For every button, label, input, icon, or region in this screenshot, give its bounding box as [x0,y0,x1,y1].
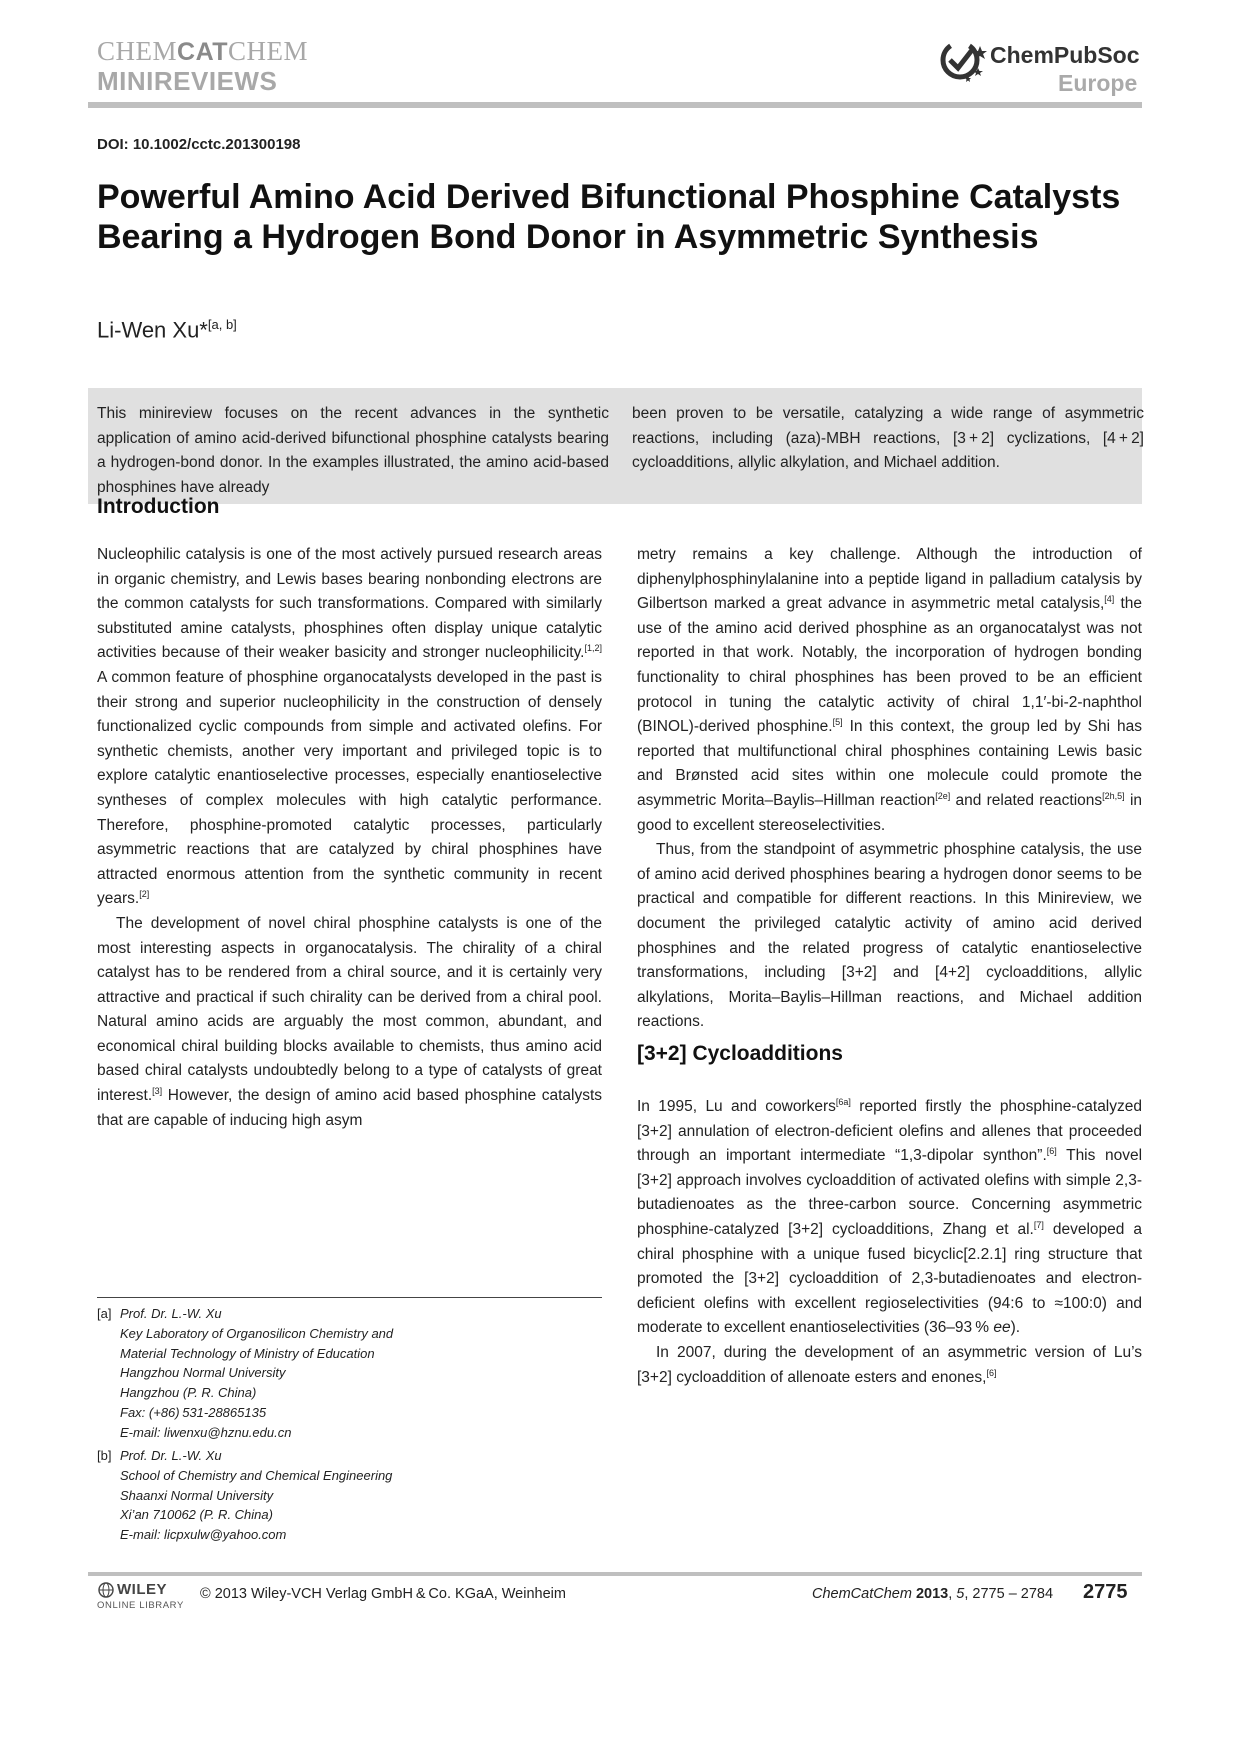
intro-paragraph-2 [97,912,602,1133]
author-name: Li-Wen Xu* [97,317,208,343]
citation-ref: [6] [986,1367,997,1378]
footnote-line: Material Technology of Ministry of Education [120,1345,375,1361]
footnote-line: Shaanxi Normal University [120,1487,274,1503]
intro-paragraph-3 [637,543,1142,838]
footnote-b [97,1446,602,1545]
footnote-line: Prof. Dr. L.-W. Xu [120,1448,222,1463]
journal-name-suffix: CHEM [228,36,309,66]
footnote-rule [97,1297,602,1298]
introduction-heading: Introduction [97,495,220,518]
text-run: the use of the amino acid derived phosphine as an organocatalyst was not reported in that work. Notably, the incorporation of hydrogen bonding functionality to chiral phosphines has been proved to be an efficient protocol in tuning the catalytic activity of chiral 1,1′-bi-2-naphthol (BINOL)-derived phosphine. [637,595,1142,736]
intro-paragraph-4: Thus, from the standpoint of asymmetric phosphine catalysis, the use of amino acid derived phosphines bearing a hydrogen donor seems to be practical and compatible for different reactions. In this Minireview, we document the privileged catalytic activity of amino acid derived phosphines and the related progress of catalytic enantioselective transformations, including [3+2] and [4+2] cycloadditions, allylic alkylations, Morita–Baylis–Hillman reactions, and Michael addition reactions. [637,841,1142,1031]
text-run: metry remains a key challenge. Although the introduction of diphenylphosphinylalanine into a peptide ligand in palladium catalysis by Gilbertson marked a great advance in asymmetric metal catalysis, [637,546,1142,613]
wiley-name: WILEY [117,1581,167,1598]
footnote-email[interactable]: E-mail: liwenxu@hznu.edu.cn [120,1424,292,1440]
cycloadditions-paragraph-1 [637,1095,1142,1341]
text-run: This novel [3+2] approach involves cycloaddition of activated olefins with simple 2,3-butadienoates as the three-carbon source. Concerning asymmetric phosphine-catalyzed [3+2] cycloadditions, Zhang et al. [637,1147,1143,1238]
citation-volume: 5 [956,1586,965,1602]
copyright: © 2013 Wiley-VCH Verlag GmbH & Co. KGaA, Weinheim [200,1586,566,1602]
journal-name [97,36,308,67]
publisher-star-icon [938,38,988,84]
abstract [88,388,1142,504]
text-run: reported firstly the phosphine-catalyzed [3+2] annulation of electron-deficient olefins and allenes that proceeded through an important intermediate “1,3-dipolar synthon”. [637,1098,1142,1165]
wiley-globe-icon [97,1582,115,1598]
citation-ref: [1,2] [584,643,602,654]
footnote-tag: [b] [97,1448,112,1463]
citation-journal: ChemCatChem [812,1586,912,1602]
footnote-email[interactable]: E-mail: licpxulw@yahoo.com [120,1527,287,1543]
publisher-name: ChemPubSoc [990,42,1140,68]
citation-ref: [4] [1104,594,1115,605]
cycloadditions-column [637,1095,1142,1390]
abstract-left-column: This minireview focuses on the recent advances in the synthetic application of amino acid-derived bifunctional phosphine catalysts bearing a hydrogen-bond donor. In the examples illustrated, the amino acid-based phosphines have already [97,405,609,496]
footnote-tag: [a] [97,1306,112,1321]
right-column [637,543,1142,1035]
text-run: ). [1010,1319,1021,1337]
doi: DOI: 10.1002/cctc.201300198 [97,136,301,153]
text-run: A common feature of phosphine organocatalysts developed in the past is their strong and superior nucleophilicity in the construction of densely functionalized cyclic compounds from simple and activated olefins. For synthetic chemists, another very important and privileged topic is to explore catalytic enantioselective processes, especially enantioselective syntheses of complex molecules with high catalytic performance. Therefore, phosphine-promoted catalytic processes, particularly asymmetric reactions that are catalyzed by chiral phosphines have attracted enormous attention from the synthetic community in recent years. [97,668,602,908]
text-run: in good to excellent stereoselectivities. [637,791,1143,834]
abstract-right-column: been proven to be versatile, catalyzing a wide range of asymmetric reactions, including (aza)-MBH reactions, [3 + 2] cyclizations, [4 + 2] cycloadditions, allylic alkylation, and Michael addition. [632,405,1144,472]
footnote-line: Fax: (+86) 531-28865135 [120,1404,267,1420]
journal-name-prefix: CHEM [97,36,178,66]
footer-rule [88,1572,1142,1576]
intro-paragraph-1 [97,543,602,912]
left-column [97,543,602,1133]
text-run: Nucleophilic catalysis is one of the most actively pursued research areas in organic chemistry, and Lewis bases bearing nonbonding electrons are the common catalysts for such transformations. Compared with similarly substituted amine catalysts, phosphines often display unique catalytic activities because of their weaker basicity and stronger nucleophilicity. [97,546,602,662]
header-rule [88,102,1142,108]
footnote-line: Prof. Dr. L.-W. Xu [120,1306,222,1321]
text-run: In 2007, during the development of an asymmetric version of Lu’s [3+2] cycloaddition of allenoate esters and enones, [637,1343,1142,1386]
text-run: and related reactions [950,791,1103,809]
cycloadditions-paragraph-2 [637,1341,1142,1390]
section-label: MINIREVIEWS [97,66,278,96]
citation-ref: [2h,5] [1102,790,1125,801]
citation-ref: [6] [1046,1146,1057,1157]
citation-ref: [2e] [935,790,951,801]
publisher-region: Europe [1058,70,1138,96]
wiley-logo [97,1581,195,1617]
footnote-a [97,1304,602,1443]
journal-citation: ChemCatChem 2013, 5, 2775 – 2784 [812,1586,1054,1602]
citation-ref: [6a] [835,1096,851,1107]
citation-ref: [3] [152,1085,163,1096]
text-run-italic: ee [993,1319,1011,1337]
footnote-line: Hangzhou (P. R. China) [120,1385,257,1401]
publisher-logo [938,38,1148,98]
text-run: In this context, the group led by Shi has reported that multifunctional chiral phosphines containing Lewis basic and Brønsted acid sites within one molecule could promote the asymmetric Morita–Baylis–Hillman reaction [637,718,1142,809]
citation-pages: , 2775 – 2784 [964,1586,1054,1602]
cycloadditions-heading: [3+2] Cycloadditions [637,1042,843,1065]
page-number: 2775 [1083,1581,1128,1603]
citation-ref: [2] [139,889,150,900]
article-title: Powerful Amino Acid Derived Bifunctional Phosphine Catalysts Bearing a Hydrogen Bond Donor in Asymmetric Synthesis [97,178,1121,256]
journal-name-mid: CAT [177,38,229,66]
footnote-line: Xi’an 710062 (P. R. China) [120,1507,273,1523]
citation-ref: [7] [1033,1219,1044,1230]
footnote-line: Hangzhou Normal University [120,1365,286,1381]
text-run: The development of novel chiral phosphine catalysts is one of the most interesting aspects in organocatalysis. The chirality of a chiral catalyst has to be rendered from a chiral source, and it is certainly very attractive and practical if such chirality can be derived from a chiral pool. Natural amino acids are arguably the most common, abundant, and economical chiral building blocks available to chemists, thus amino acid based chiral catalysts undoubtedly belong to a type of catalysts of great interest. [97,914,602,1105]
wiley-sub: ONLINE LIBRARY [97,1600,184,1611]
text-run: In 1995, Lu and coworkers [637,1098,836,1115]
footnote-line: School of Chemistry and Chemical Engineering [120,1467,393,1483]
citation-year: 2013 [915,1586,949,1602]
text-run: However, the design of amino acid based phosphine catalysts that are capable of inducing high asym [97,1087,602,1129]
citation-ref: [5] [832,717,843,727]
author [97,317,237,343]
footnote-line: Key Laboratory of Organosilicon Chemistry and [120,1325,394,1341]
text-run: developed a chiral phosphine with a unique fused bicyclic[2.2.1] ring structure that promoted the [3+2] cycloaddition of 2,3-butadienoates and electron-deficient olefins with excellent regioselectivities (94:6 to ≈100:0) and moderate to excellent enantioselectivities (36–93 % [637,1220,1142,1337]
author-affiliation-marks: [a, b] [207,317,237,332]
